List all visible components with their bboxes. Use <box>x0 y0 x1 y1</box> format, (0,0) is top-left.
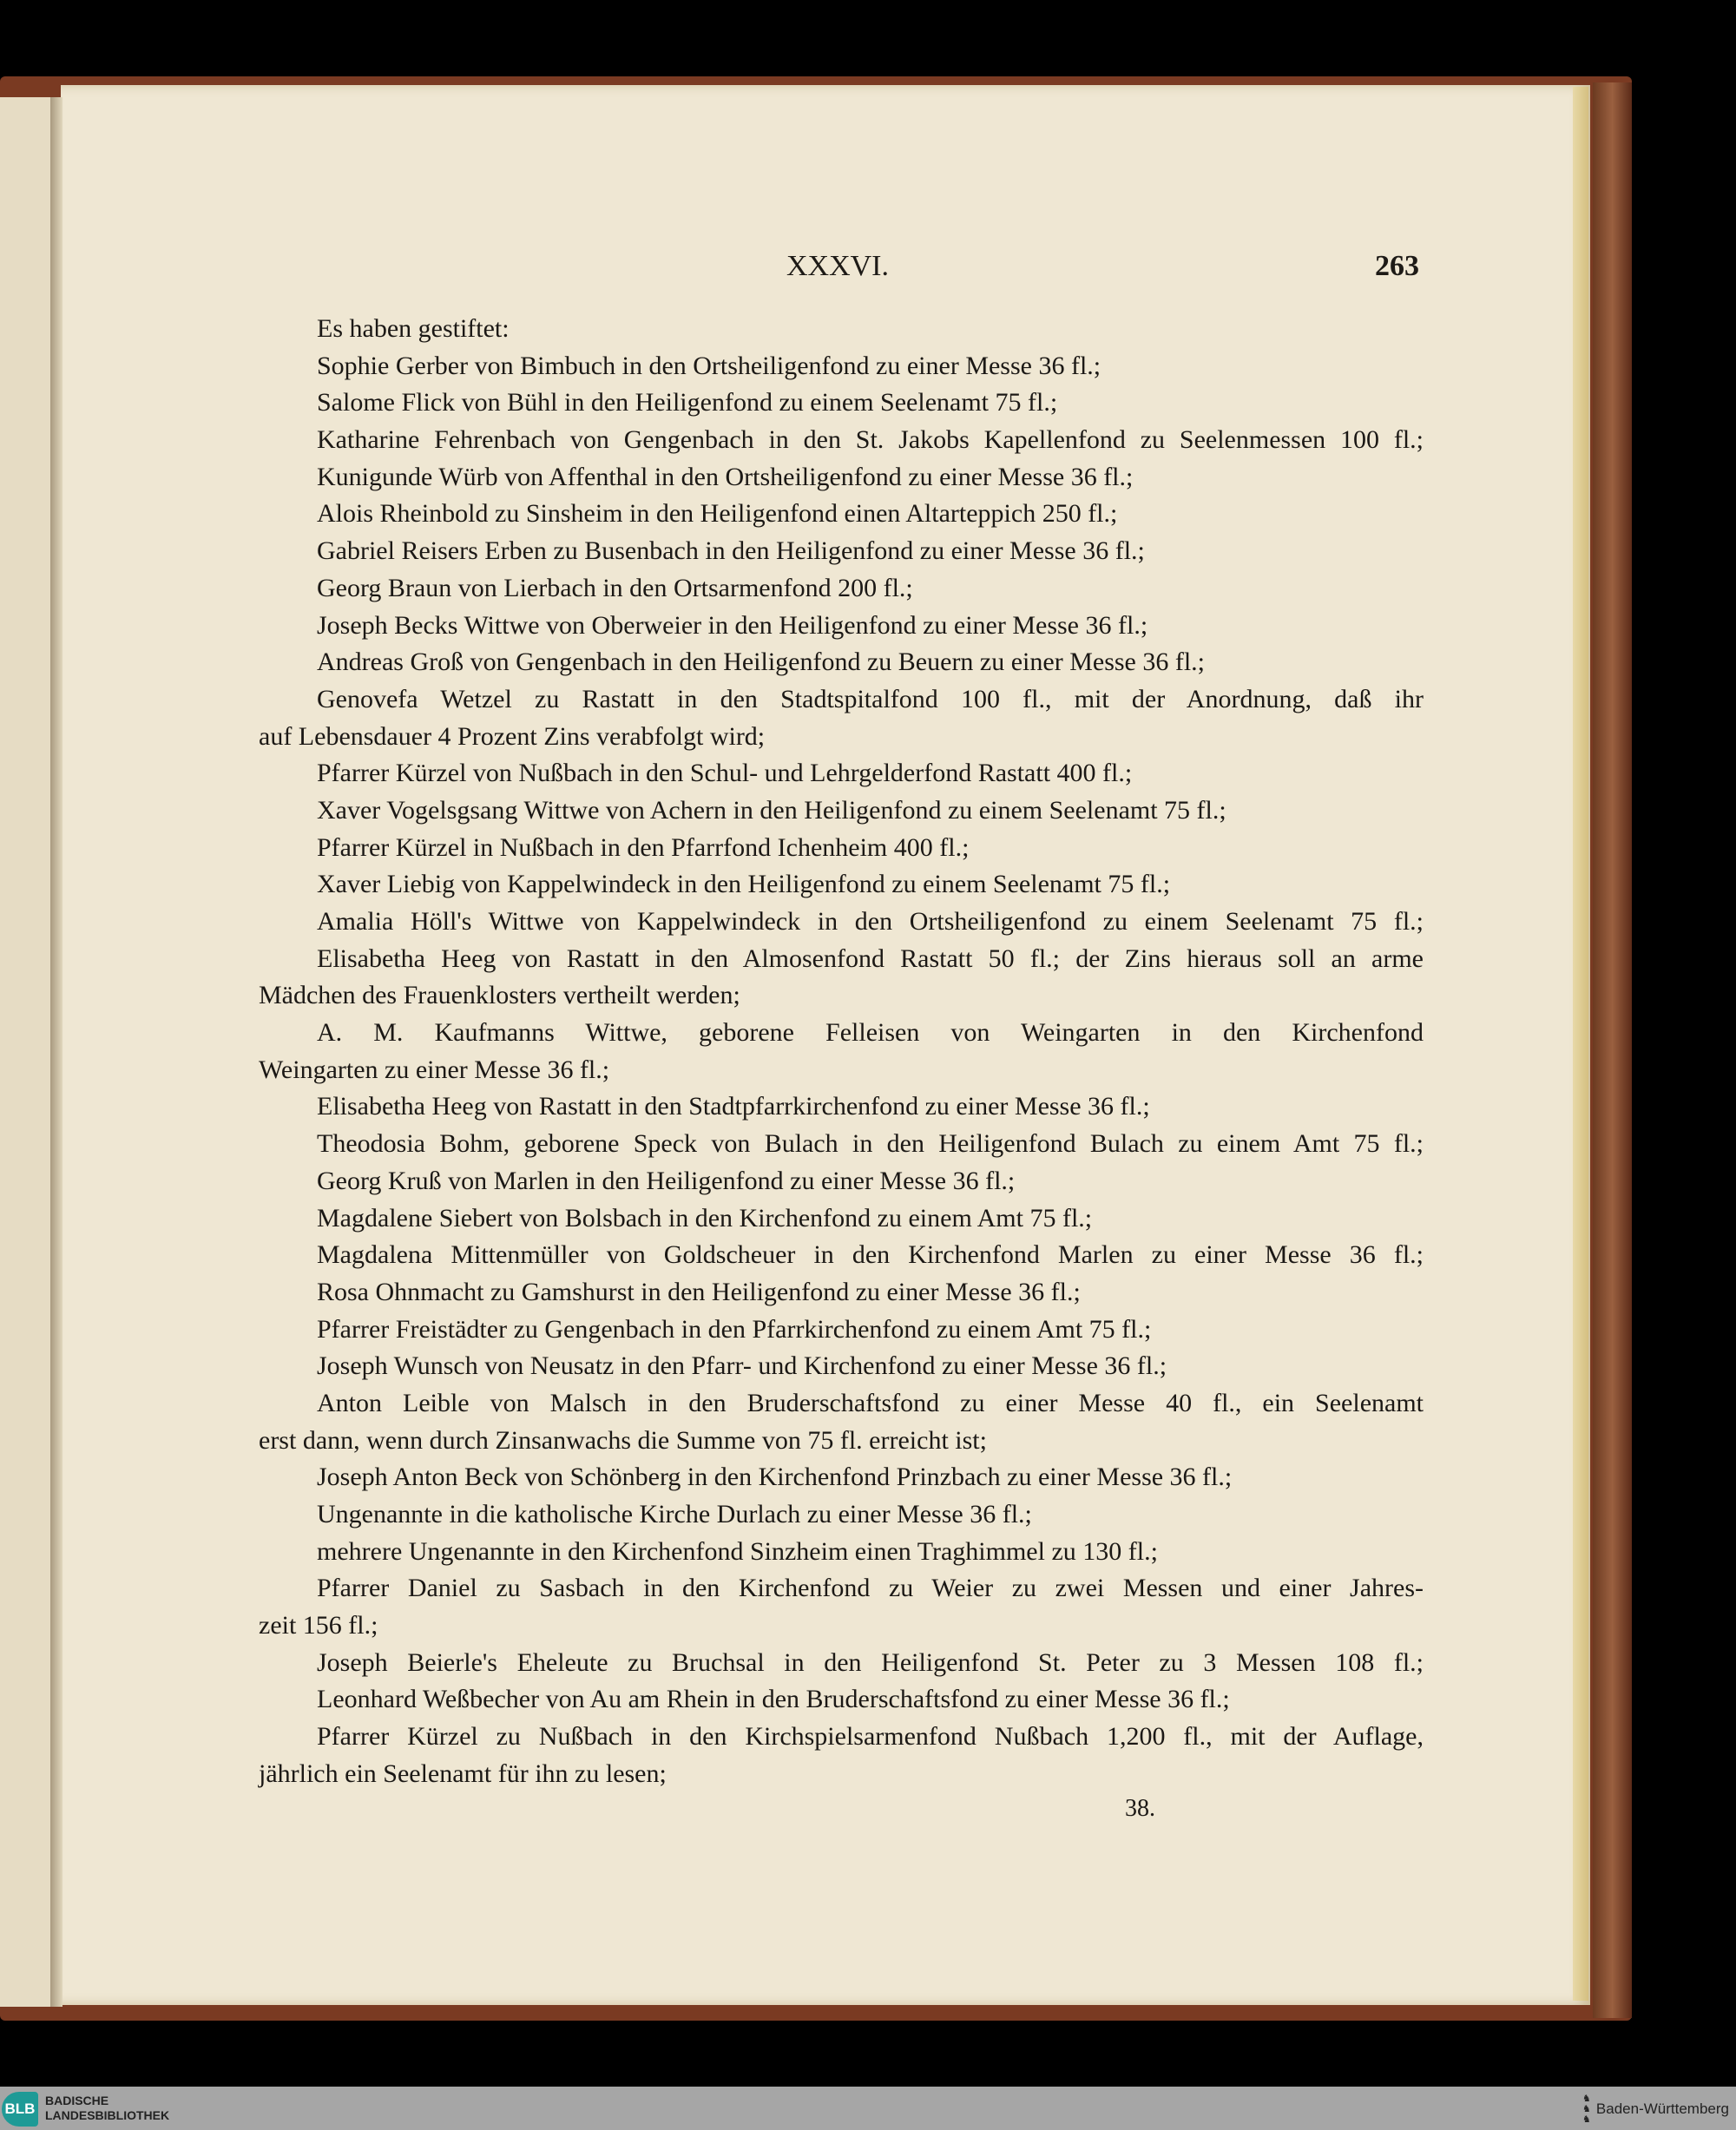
text-line: Georg Braun von Lierbach in den Ortsarmenfond 200 fl.; <box>317 573 913 602</box>
section-heading: XXXVI. <box>786 250 890 282</box>
text-line: Alois Rheinbold zu Sinsheim in den Heiligenfond einen Altarteppich 250 fl.; <box>317 499 1118 529</box>
footer-bar <box>0 2087 1736 2130</box>
book-cover-edge <box>1593 82 1632 2018</box>
text-line: Georg Kruß von Marlen in den Heiligenfond zu einer Messe 36 fl.; <box>317 1166 1016 1195</box>
text-line: mehrere Ungenannte in den Kirchenfond Sinzheim einen Traghimmel zu 130 fl.; <box>317 1536 1158 1566</box>
text-line: Leonhard Weßbecher von Au am Rhein in den Bruderschaftsfond zu einer Messe 36 fl.; <box>317 1685 1230 1714</box>
text-line: Genovefa Wetzel zu Rastatt in den Stadtspitalfond 100 fl., mit der Anordnung, daß ihr <box>317 684 1424 713</box>
text-line: Pfarrer Kürzel von Nußbach in den Schul- und Lehrgelderfond Rastatt 400 fl.; <box>317 759 1133 788</box>
text-line: Es haben gestiftet: <box>317 314 510 343</box>
text-line: Weingarten zu einer Messe 36 fl.; <box>259 1055 610 1084</box>
text-line: A. M. Kaufmanns Wittwe, geborene Felleisen von Weingarten in den Kirchenfond <box>317 1018 1424 1048</box>
text-line: Joseph Beierle's Eheleute zu Bruchsal in den Heiligenfond St. Peter zu 3 Messen 108 fl.; <box>317 1647 1424 1677</box>
text-line: Elisabetha Heeg von Rastatt in den Stadtpfarrkirchenfond zu einer Messe 36 fl.; <box>317 1092 1150 1121</box>
text-line: Pfarrer Daniel zu Sasbach in den Kirchenfond zu Weier zu zwei Messen und einer Jahres- <box>317 1574 1424 1603</box>
text-line: Salome Flick von Bühl in den Heiligenfond zu einem Seelenamt 75 fl.; <box>317 388 1058 417</box>
text-line: Mädchen des Frauenklosters vertheilt werden; <box>259 981 740 1010</box>
left-page-edge <box>0 97 54 2007</box>
text-line: erst dann, wenn durch Zinsanwachs die Summe von 75 fl. erreicht ist; <box>259 1425 987 1455</box>
text-line: Andreas Groß von Gengenbach in den Heiligenfond zu Beuern zu einer Messe 36 fl.; <box>317 648 1206 677</box>
text-line: Amalia Höll's Wittwe von Kappelwindeck in den Ortsheiligenfond zu einem Seelenamt 75 fl.; <box>317 907 1424 936</box>
text-line: Pfarrer Kürzel zu Nußbach in den Kirchspielsarmenfond Nußbach 1,200 fl., mit der Auflage, <box>317 1722 1424 1752</box>
text-line: Pfarrer Kürzel in Nußbach in den Pfarrfond Ichenheim 400 fl.; <box>317 832 970 862</box>
text-line: Rosa Ohnmacht zu Gamshurst in den Heiligenfond zu einer Messe 36 fl.; <box>317 1277 1081 1306</box>
page-number: 263 <box>1375 250 1419 282</box>
text-line: Kunigunde Würb von Affenthal in den Ortsheiligenfond zu einer Messe 36 fl.; <box>317 462 1134 491</box>
text-line: Magdalene Siebert von Bolsbach in den Kirchenfond zu einem Amt 75 fl.; <box>317 1203 1093 1233</box>
blb-line1: BADISCHE <box>45 2094 109 2107</box>
text-line: zeit 156 fl.; <box>259 1611 378 1640</box>
blb-wordmark <box>45 2094 169 2123</box>
page-block-edge <box>1573 87 1588 2001</box>
text-line: jährlich ein Seelenamt für ihn zu lesen; <box>259 1759 667 1788</box>
text-line: Pfarrer Freistädter zu Gengenbach in den Pfarrkirchenfond zu einem Amt 75 fl.; <box>317 1314 1152 1344</box>
lions-coat-of-arms-icon: ♞ ♞ ♞ <box>1582 2094 1591 2125</box>
text-line: auf Lebensdauer 4 Prozent Zins verabfolgt wird; <box>259 721 766 751</box>
blb-logo[interactable]: BLB <box>2 2092 38 2127</box>
text-line: Theodosia Bohm, geborene Speck von Bulach in den Heiligenfond Bulach zu einem Amt 75 fl.; <box>317 1129 1424 1159</box>
text-line: Elisabetha Heeg von Rastatt in den Almosenfond Rastatt 50 fl.; der Zins hieraus soll an arme <box>317 943 1424 973</box>
text-line: Anton Leible von Malsch in den Bruderschaftsfond zu einer Messe 40 fl., ein Seelenamt <box>317 1388 1424 1417</box>
text-line: Katharine Fehrenbach von Gengenbach in den St. Jakobs Kapellenfond zu Seelenmessen 100 fl.; <box>317 425 1424 455</box>
text-line: Xaver Vogelsgsang Wittwe von Achern in den Heiligenfond zu einem Seelenamt 75 fl.; <box>317 795 1226 825</box>
text-line: Ungenannte in die katholische Kirche Durlach zu einer Messe 36 fl.; <box>317 1500 1032 1528</box>
blb-line2: LANDESBIBLIOTHEK <box>45 2108 170 2122</box>
text-line: Gabriel Reisers Erben zu Busenbach in den Heiligenfond zu einer Messe 36 fl.; <box>317 536 1145 566</box>
gutter <box>50 97 62 2007</box>
text-line: Joseph Wunsch von Neusatz in den Pfarr- und Kirchenfond zu einer Messe 36 fl.; <box>317 1351 1167 1381</box>
bw-label: Baden-Württemberg <box>1595 2100 1729 2117</box>
text-line: Magdalena Mittenmüller von Goldscheuer in den Kirchenfond Marlen zu einer Messe 36 fl.; <box>317 1240 1424 1270</box>
text-line: Sophie Gerber von Bimbuch in den Ortsheiligenfond zu einer Messe 36 fl.; <box>317 351 1101 380</box>
text-line: Joseph Anton Beck von Schönberg in den Kirchenfond Prinzbach zu einer Messe 36 fl.; <box>317 1463 1233 1492</box>
body-text <box>259 311 1424 1793</box>
bw-logo[interactable] <box>1582 2092 1729 2127</box>
signature-mark: 38. <box>1125 1795 1155 1822</box>
text-line: Xaver Liebig von Kappelwindeck in den Heiligenfond zu einem Seelenamt 75 fl.; <box>317 870 1171 899</box>
text-line: Joseph Becks Wittwe von Oberweier in den Heiligenfond zu einer Messe 36 fl.; <box>317 610 1148 640</box>
